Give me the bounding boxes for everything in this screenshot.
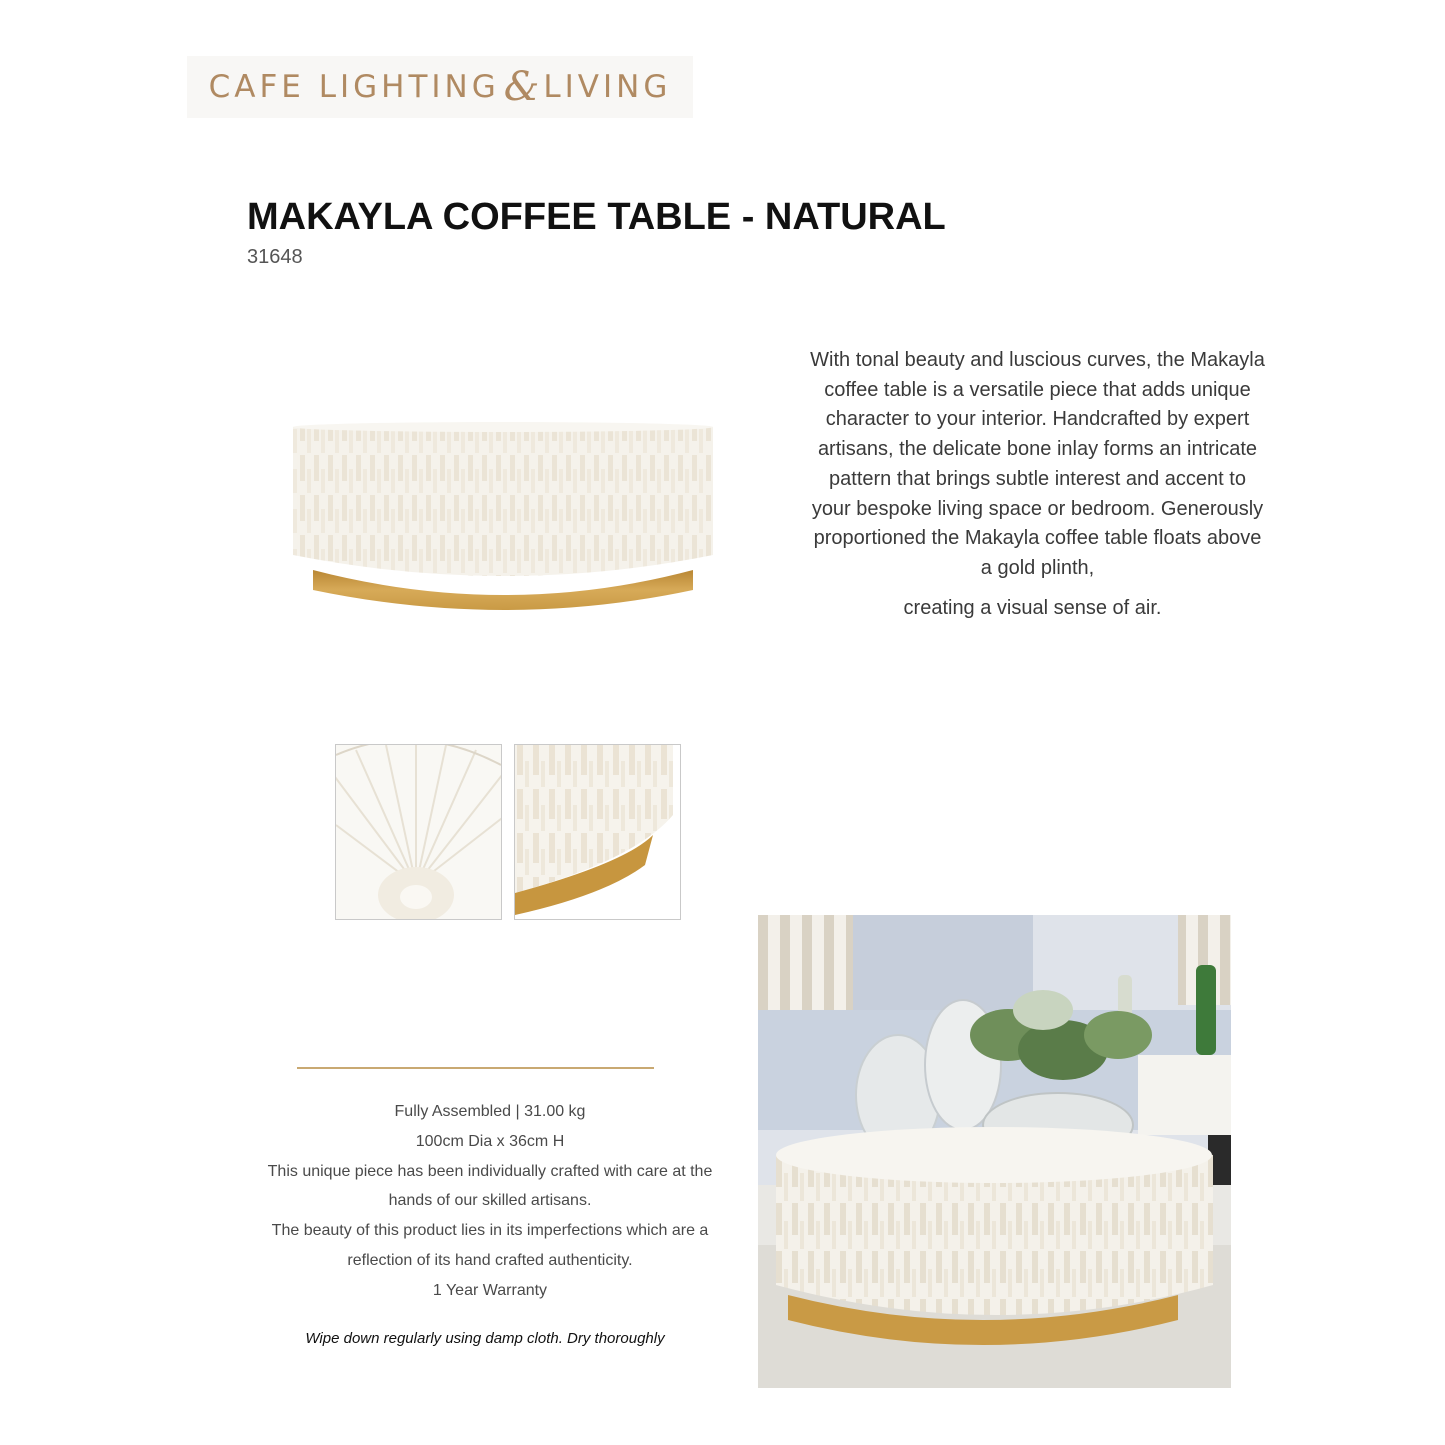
spec-crafted-note: This unique piece has been individually crafted with care at the hands of our skilled artisans. [267, 1162, 713, 1210]
care-instructions: Wipe down regularly using damp cloth. Dry thoroughly [305, 1330, 665, 1347]
lifestyle-image [758, 915, 1231, 1388]
product-specs [255, 1097, 725, 1306]
spec-warranty: 1 Year Warranty [432, 1281, 548, 1299]
product-sku: 31648 [247, 246, 303, 268]
thumbnail-side-detail[interactable] [514, 744, 681, 920]
product-main-image [285, 415, 725, 630]
section-divider [297, 1067, 654, 1069]
product-description-end: creating a visual sense of air. [903, 597, 1162, 619]
brand-logo [187, 56, 693, 118]
spec-imperfections-note: The beauty of this product lies in its imperfections which are a reflection of its hand crafted authenticity. [271, 1222, 709, 1269]
thumbnail-top-detail[interactable] [335, 744, 502, 920]
spec-dimensions: 100cm Dia x 36cm H [415, 1132, 565, 1150]
product-description: With tonal beauty and luscious curves, the Makayla coffee table is a versatile piece that adds unique character to your interior. Handcrafted by expert artisans, the delicate bone inlay forms an intricate pattern that brings subtle interest and accent to your bespoke living space or bedroom. Generously proportioned the Makayla coffee table floats above a gold plinth, [810, 349, 1265, 579]
logo-text-left: CAFE LIGHTING [208, 69, 500, 105]
logo-ampersand: & [503, 64, 540, 110]
product-title: MAKAYLA COFFEE TABLE - NATURAL [247, 196, 946, 238]
spec-assembly-weight: Fully Assembled | 31.00 kg [394, 1103, 586, 1120]
logo-text-right: LIVING [543, 69, 672, 105]
